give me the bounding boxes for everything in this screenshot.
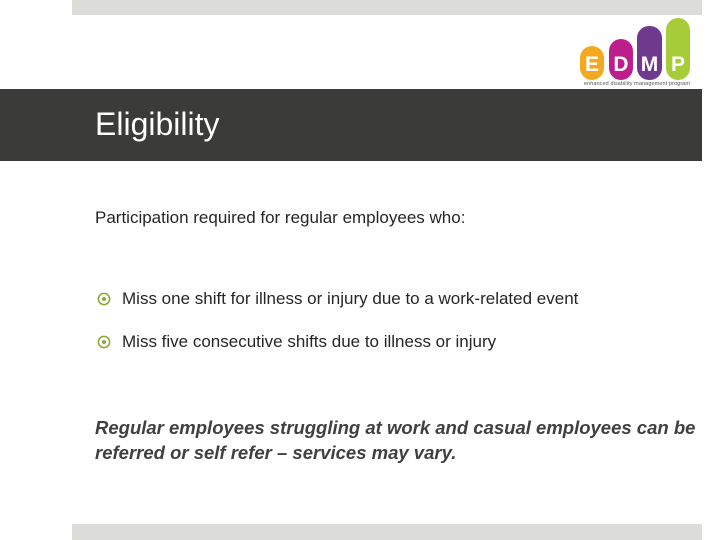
logo-letter-d: D: [609, 39, 633, 80]
top-accent-bar: [72, 0, 702, 15]
bottom-accent-bar: [72, 524, 702, 540]
circled-dot-bullet-icon: [97, 335, 111, 349]
slide-title: Eligibility: [95, 106, 220, 142]
edmp-logo: [578, 14, 696, 90]
logo-letter-e: E: [580, 46, 604, 80]
circled-dot-bullet-icon: [97, 292, 111, 306]
logo-letter-p: P: [666, 18, 690, 80]
logo-tagline: enhanced disability management program: [583, 81, 691, 87]
bullet-item: [97, 289, 697, 309]
logo-letter-m: M: [637, 26, 662, 80]
intro-text: Participation required for regular employees who:: [95, 208, 466, 227]
bullet-text: Miss five consecutive shifts due to illness or injury: [122, 332, 497, 351]
bullet-text: Miss one shift for illness or injury due to a work-related event: [122, 289, 579, 308]
referral-note: Regular employees struggling at work and casual employees can be referred or self refer – services may vary.: [95, 417, 696, 463]
bullet-item: [97, 332, 697, 352]
